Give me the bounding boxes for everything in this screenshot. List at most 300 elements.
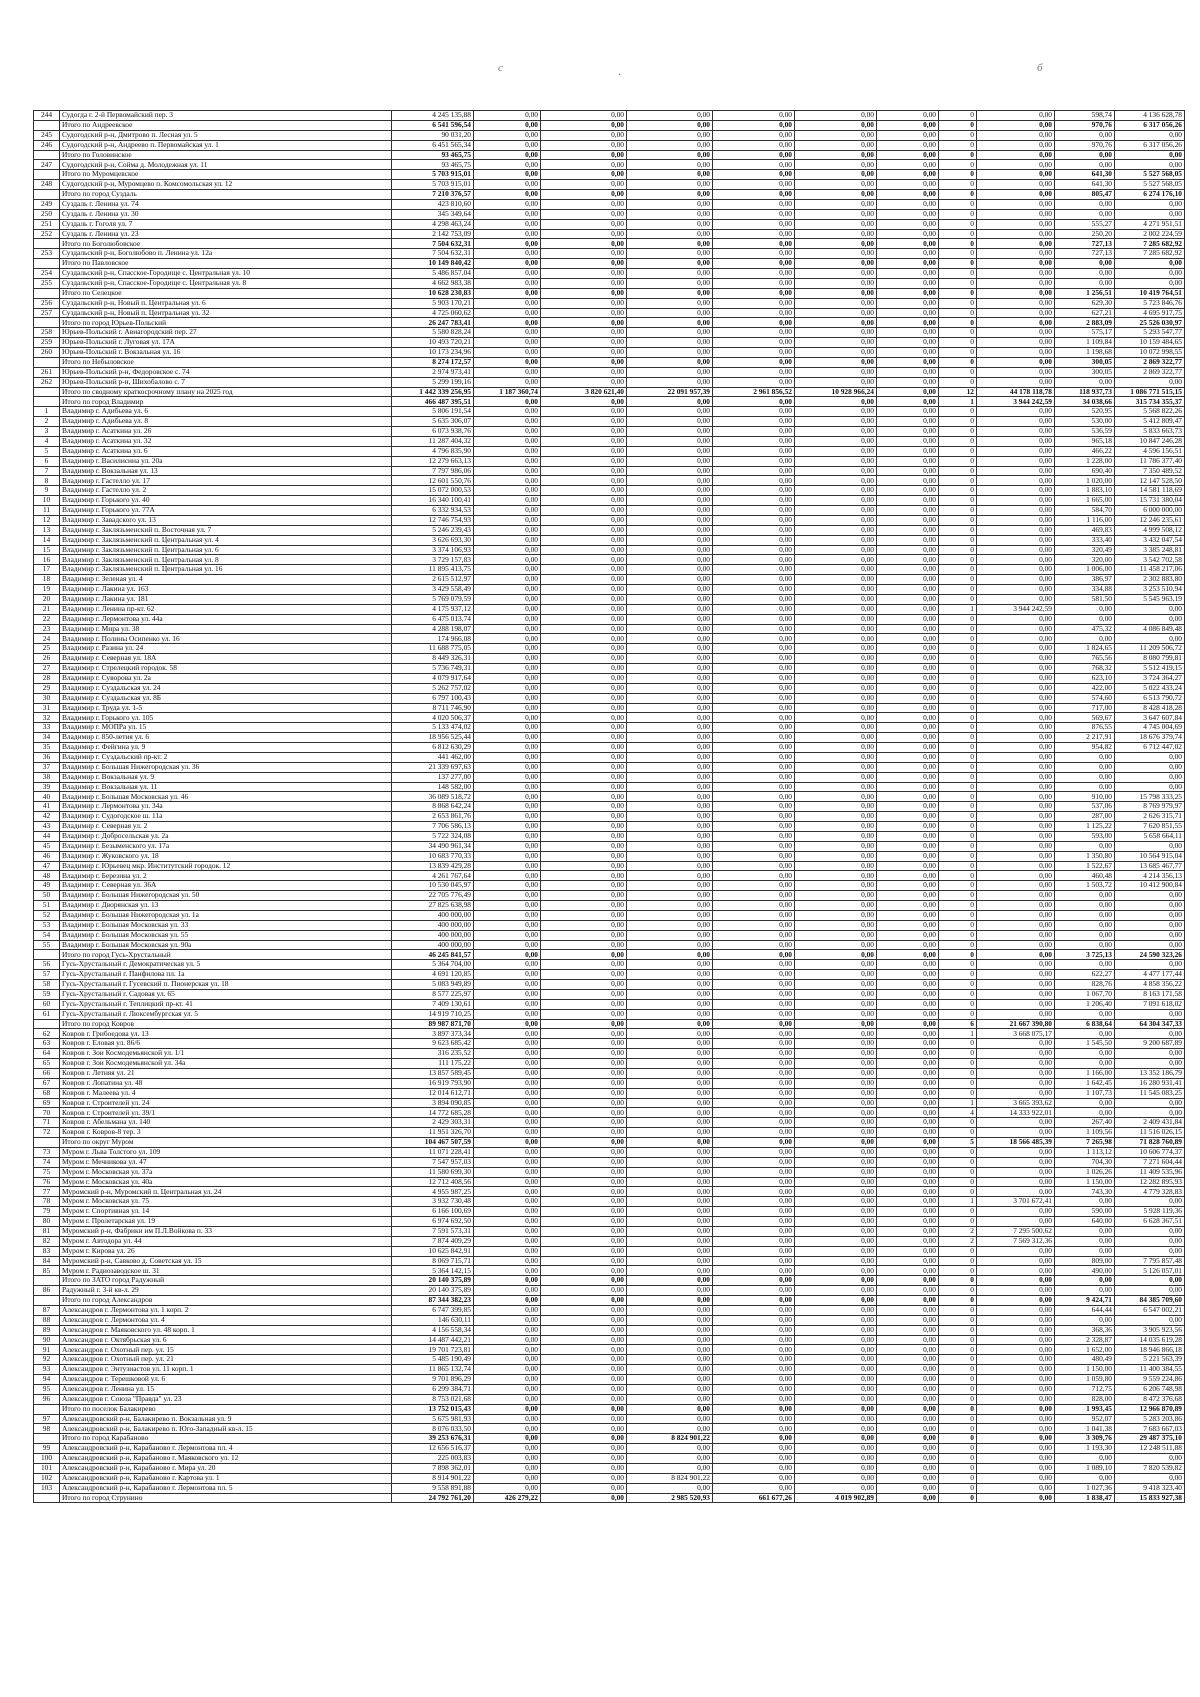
cell-col-5: 0,00: [541, 1434, 627, 1444]
cell-total-cost: 12 014 612,71: [392, 1088, 474, 1098]
cell-col-4: 0,00: [474, 1197, 541, 1207]
cell-col-9: 0,00: [877, 496, 939, 506]
cell-col-13: 4 271 951,51: [1115, 219, 1185, 229]
cell-row-number: [34, 387, 60, 397]
cell-col-8: 0,00: [795, 1108, 877, 1118]
cell-col-4: 0,00: [474, 417, 541, 427]
cell-col-11: 0,00: [977, 1414, 1055, 1424]
cell-col-4: 0,00: [474, 446, 541, 456]
cell-col-8: 0,00: [795, 476, 877, 486]
cell-col-count: 0: [939, 644, 977, 654]
cell-col-8: 0,00: [795, 239, 877, 249]
table-row: [34, 1463, 1185, 1473]
cell-col-13: 0,00: [1115, 1059, 1185, 1069]
cell-col-4: 0,00: [474, 150, 541, 160]
cell-col-7: 0,00: [713, 940, 795, 950]
cell-total-cost: 423 810,60: [392, 199, 474, 209]
cell-total-cost: 8 449 326,31: [392, 654, 474, 664]
cell-col-13: 0,00: [1115, 772, 1185, 782]
table-row: [34, 269, 1185, 279]
cell-col-6: 0,00: [627, 1463, 713, 1473]
cell-col-area: 1 089,10: [1055, 1463, 1115, 1473]
cell-col-4: 0,00: [474, 1226, 541, 1236]
cell-col-9: 0,00: [877, 387, 939, 397]
cell-col-9: 0,00: [877, 1365, 939, 1375]
cell-col-7: 0,00: [713, 407, 795, 417]
cell-col-4: 0,00: [474, 752, 541, 762]
cell-row-number: [34, 397, 60, 407]
cell-col-8: 0,00: [795, 565, 877, 575]
cell-col-6: 0,00: [627, 1375, 713, 1385]
cell-row-number: 57: [34, 970, 60, 980]
cell-col-count: 0: [939, 841, 977, 851]
cell-col-6: 0,00: [627, 318, 713, 328]
cell-col-4: 0,00: [474, 594, 541, 604]
cell-col-5: 0,00: [541, 664, 627, 674]
cell-address: Владимир г. Лермонтова ул. 34а: [60, 802, 392, 812]
cell-col-11: 7 569 312,36: [977, 1236, 1055, 1246]
cell-col-count: 0: [939, 1365, 977, 1375]
cell-row-number: 54: [34, 930, 60, 940]
cell-col-4: 0,00: [474, 1049, 541, 1059]
cell-col-8: 0,00: [795, 1266, 877, 1276]
cell-col-area: 952,07: [1055, 1414, 1115, 1424]
cell-col-6: 0,00: [627, 417, 713, 427]
cell-col-8: 0,00: [795, 170, 877, 180]
cell-col-5: 0,00: [541, 713, 627, 723]
cell-col-11: 0,00: [977, 841, 1055, 851]
cell-row-number: [34, 190, 60, 200]
cell-col-11: 0,00: [977, 1375, 1055, 1385]
cell-col-11: 0,00: [977, 644, 1055, 654]
cell-col-11: 0,00: [977, 269, 1055, 279]
cell-col-6: 0,00: [627, 703, 713, 713]
cell-col-8: 0,00: [795, 1088, 877, 1098]
cell-col-6: 0,00: [627, 1059, 713, 1069]
cell-col-5: 0,00: [541, 762, 627, 772]
table-row: [34, 1068, 1185, 1078]
table-row: [34, 1019, 1185, 1029]
cell-col-13: 0,00: [1115, 130, 1185, 140]
cell-col-area: 1 256,51: [1055, 288, 1115, 298]
cell-col-count: 0: [939, 792, 977, 802]
cell-address: Александровский р-н, Карабаново г. Мира ул. 20: [60, 1463, 392, 1473]
cell-col-4: 0,00: [474, 1305, 541, 1315]
cell-col-7: 0,00: [713, 802, 795, 812]
cell-total-cost: 11 287 404,32: [392, 436, 474, 446]
cell-col-4: 0,00: [474, 1138, 541, 1148]
cell-address: Гусь-Хрустальный г. Теплицкий пр-кт. 41: [60, 999, 392, 1009]
cell-address: Владимир г. Заклязьменский п. Центральная ул. 4: [60, 535, 392, 545]
cell-col-count: 0: [939, 1217, 977, 1227]
table-row: [34, 910, 1185, 920]
cell-col-11: 0,00: [977, 723, 1055, 733]
cell-col-11: 0,00: [977, 249, 1055, 259]
cell-col-7: 0,00: [713, 427, 795, 437]
cell-address: Муром г. Льва Толстого ул. 109: [60, 1147, 392, 1157]
cell-address: Итого по Андреевское: [60, 120, 392, 130]
cell-col-7: 0,00: [713, 1019, 795, 1029]
cell-col-13: 18 676 379,74: [1115, 733, 1185, 743]
cell-col-11: 0,00: [977, 1454, 1055, 1464]
cell-col-13: 0,00: [1115, 377, 1185, 387]
cell-col-5: 0,00: [541, 980, 627, 990]
table-row: [34, 1128, 1185, 1138]
cell-col-9: 0,00: [877, 713, 939, 723]
cell-col-7: 0,00: [713, 980, 795, 990]
cell-total-cost: 5 722 324,08: [392, 831, 474, 841]
cell-col-6: 0,00: [627, 298, 713, 308]
table-row: [34, 1098, 1185, 1108]
cell-address: Ковров г. Абельмана ул. 140: [60, 1118, 392, 1128]
cell-col-area: 1 838,47: [1055, 1493, 1115, 1503]
cell-col-5: 0,00: [541, 1355, 627, 1365]
cell-col-4: 0,00: [474, 525, 541, 535]
cell-col-13: 5 022 433,24: [1115, 683, 1185, 693]
cell-col-7: 0,00: [713, 259, 795, 269]
cell-col-13: 0,00: [1115, 940, 1185, 950]
cell-col-9: 0,00: [877, 614, 939, 624]
cell-col-7: 0,00: [713, 535, 795, 545]
cell-total-cost: 8 577 225,97: [392, 989, 474, 999]
cell-col-count: 0: [939, 219, 977, 229]
table-row: [34, 348, 1185, 358]
cell-col-4: 0,00: [474, 644, 541, 654]
table-row: [34, 752, 1185, 762]
table-row: [34, 367, 1185, 377]
table-row: [34, 190, 1185, 200]
cell-col-11: 0,00: [977, 180, 1055, 190]
cell-col-11: 0,00: [977, 318, 1055, 328]
cell-col-area: 0,00: [1055, 130, 1115, 140]
table-row: [34, 209, 1185, 219]
cell-address: Суздальский р-н, Новый п. Центральная ул. 6: [60, 298, 392, 308]
cell-col-11: 0,00: [977, 950, 1055, 960]
cell-total-cost: 9 701 896,29: [392, 1375, 474, 1385]
cell-col-7: 0,00: [713, 723, 795, 733]
cell-col-4: 0,00: [474, 456, 541, 466]
cell-col-area: 0,00: [1055, 1315, 1115, 1325]
cell-col-5: 0,00: [541, 111, 627, 121]
cell-col-area: 1 107,73: [1055, 1088, 1115, 1098]
cell-col-8: 0,00: [795, 733, 877, 743]
cell-col-11: 0,00: [977, 367, 1055, 377]
cell-row-number: 75: [34, 1167, 60, 1177]
table-row: [34, 762, 1185, 772]
cell-col-7: 0,00: [713, 466, 795, 476]
cell-col-count: 12: [939, 387, 977, 397]
cell-address: Владимир г. Большая Московская ул. 55: [60, 930, 392, 940]
cell-address: Владимир г. МОПРа ул. 15: [60, 723, 392, 733]
cell-col-count: 0: [939, 634, 977, 644]
cell-col-8: 0,00: [795, 269, 877, 279]
cell-col-9: 0,00: [877, 140, 939, 150]
cell-col-5: 0,00: [541, 703, 627, 713]
cell-total-cost: 24 792 761,20: [392, 1493, 474, 1503]
cell-total-cost: 19 701 723,81: [392, 1345, 474, 1355]
cell-col-area: 0,00: [1055, 634, 1115, 644]
cell-address: Владимир г. Большая Нижегородская ул. 36: [60, 762, 392, 772]
cell-col-13: 0,00: [1115, 1246, 1185, 1256]
cell-col-5: 0,00: [541, 180, 627, 190]
cell-total-cost: 9 558 891,88: [392, 1483, 474, 1493]
cell-col-8: 0,00: [795, 160, 877, 170]
cell-col-count: 1: [939, 397, 977, 407]
cell-col-5: 0,00: [541, 1325, 627, 1335]
table-row: [34, 111, 1185, 121]
cell-col-6: 0,00: [627, 861, 713, 871]
cell-col-4: 0,00: [474, 1315, 541, 1325]
cell-total-cost: 11 580 699,30: [392, 1167, 474, 1177]
cell-col-9: 0,00: [877, 861, 939, 871]
table-row: [34, 1187, 1185, 1197]
cell-col-area: 537,06: [1055, 802, 1115, 812]
cell-address: Юрьев-Польский г. Авиагородский пер. 27: [60, 328, 392, 338]
cell-col-8: 0,00: [795, 1147, 877, 1157]
cell-address: Итого по ЗАТО город Радужный: [60, 1276, 392, 1286]
cell-col-9: 0,00: [877, 1118, 939, 1128]
cell-col-7: 0,00: [713, 338, 795, 348]
cell-row-number: 3: [34, 427, 60, 437]
cell-col-7: 0,00: [713, 1404, 795, 1414]
cell-col-6: 0,00: [627, 1315, 713, 1325]
table-row: [34, 120, 1185, 130]
cell-col-11: 0,00: [977, 743, 1055, 753]
cell-address: Муром г. Спортивная ул. 14: [60, 1207, 392, 1217]
cell-col-5: 0,00: [541, 1098, 627, 1108]
cell-row-number: 261: [34, 367, 60, 377]
table-row: [34, 308, 1185, 318]
cell-row-number: 45: [34, 841, 60, 851]
cell-col-area: 320,49: [1055, 545, 1115, 555]
cell-row-number: 1: [34, 407, 60, 417]
cell-col-count: 0: [939, 120, 977, 130]
cell-col-count: 0: [939, 1404, 977, 1414]
cell-col-6: 0,00: [627, 1296, 713, 1306]
cell-col-4: 0,00: [474, 170, 541, 180]
cell-row-number: 50: [34, 891, 60, 901]
cell-col-11: 0,00: [977, 130, 1055, 140]
cell-total-cost: 11 071 228,41: [392, 1147, 474, 1157]
cell-col-8: 0,00: [795, 891, 877, 901]
cell-col-5: 0,00: [541, 515, 627, 525]
cell-col-4: 0,00: [474, 209, 541, 219]
cell-col-7: 0,00: [713, 555, 795, 565]
cell-address: Муром г. Радиозаводское ш. 31: [60, 1266, 392, 1276]
cell-col-6: 0,00: [627, 1118, 713, 1128]
cell-col-7: 0,00: [713, 1355, 795, 1365]
cell-col-9: 0,00: [877, 1049, 939, 1059]
cell-col-6: 0,00: [627, 1454, 713, 1464]
table-row: [34, 664, 1185, 674]
cell-total-cost: 6 747 399,85: [392, 1305, 474, 1315]
cell-col-9: 0,00: [877, 1276, 939, 1286]
cell-col-9: 0,00: [877, 1157, 939, 1167]
cell-address: Владимир г. Разина ул. 24: [60, 644, 392, 654]
cell-col-4: 0,00: [474, 1177, 541, 1187]
cell-col-13: 0,00: [1115, 1226, 1185, 1236]
cell-col-5: 0,00: [541, 1068, 627, 1078]
cell-total-cost: 18 956 525,44: [392, 733, 474, 743]
cell-col-8: 0,00: [795, 831, 877, 841]
cell-col-4: 0,00: [474, 881, 541, 891]
cell-col-9: 0,00: [877, 436, 939, 446]
cell-col-4: 0,00: [474, 506, 541, 516]
cell-col-13: 0,00: [1115, 762, 1185, 772]
cell-col-4: 0,00: [474, 338, 541, 348]
cell-col-11: 0,00: [977, 1286, 1055, 1296]
table-row: [34, 1217, 1185, 1227]
cell-col-4: 0,00: [474, 960, 541, 970]
cell-col-count: 0: [939, 1355, 977, 1365]
cell-col-7: 0,00: [713, 1315, 795, 1325]
cell-row-number: 102: [34, 1473, 60, 1483]
cell-col-4: 0,00: [474, 259, 541, 269]
cell-col-4: 0,00: [474, 1424, 541, 1434]
cell-col-6: 0,00: [627, 1187, 713, 1197]
cell-col-5: 0,00: [541, 436, 627, 446]
cell-col-5: 0,00: [541, 1276, 627, 1286]
cell-address: Владимир г. Добросельская ул. 2а: [60, 831, 392, 841]
cell-col-count: 1: [939, 1197, 977, 1207]
cell-address: Судогодский р-н, Дмитрово п. Лесная ул. 5: [60, 130, 392, 140]
cell-address: Владимир г. Ленина пр-кт. 62: [60, 604, 392, 614]
cell-col-count: 0: [939, 199, 977, 209]
cell-total-cost: 7 547 957,03: [392, 1157, 474, 1167]
cell-col-11: 0,00: [977, 1068, 1055, 1078]
cell-col-5: 0,00: [541, 1424, 627, 1434]
table-row: [34, 1345, 1185, 1355]
cell-col-11: 0,00: [977, 733, 1055, 743]
cell-address: Владимир г. Северная ул. 18А: [60, 654, 392, 664]
cell-col-area: 584,70: [1055, 506, 1115, 516]
cell-col-count: 0: [939, 506, 977, 516]
cell-address: Владимир г. Фейгина ул. 9: [60, 743, 392, 753]
cell-col-11: 0,00: [977, 1177, 1055, 1187]
cell-col-11: 0,00: [977, 1473, 1055, 1483]
cell-col-7: 0,00: [713, 841, 795, 851]
cell-col-4: 0,00: [474, 861, 541, 871]
cell-col-7: 0,00: [713, 664, 795, 674]
cell-total-cost: 137 277,00: [392, 772, 474, 782]
cell-col-9: 0,00: [877, 180, 939, 190]
cell-total-cost: 225 003,83: [392, 1454, 474, 1464]
cell-col-13: 0,00: [1115, 960, 1185, 970]
cell-total-cost: 10 530 045,97: [392, 881, 474, 891]
cell-address: Владимир г. Заклязьменский п. Центральная ул. 8: [60, 555, 392, 565]
cell-col-8: 10 928 966,24: [795, 387, 877, 397]
cell-address: Гусь-Хрустальный г. Садовая ул. 65: [60, 989, 392, 999]
cell-col-7: 0,00: [713, 654, 795, 664]
cell-col-8: 0,00: [795, 980, 877, 990]
cell-col-4: 0,00: [474, 436, 541, 446]
cell-col-5: 0,00: [541, 723, 627, 733]
cell-col-13: 0,00: [1115, 841, 1185, 851]
table-row: [34, 338, 1185, 348]
cell-address: Владимир г. Северная ул. 2: [60, 822, 392, 832]
cell-col-count: 0: [939, 1256, 977, 1266]
cell-col-4: 0,00: [474, 604, 541, 614]
cell-col-7: 0,00: [713, 1305, 795, 1315]
table-row: [34, 1473, 1185, 1483]
cell-col-count: 0: [939, 614, 977, 624]
cell-col-5: 0,00: [541, 288, 627, 298]
cell-col-7: 0,00: [713, 1424, 795, 1434]
cell-col-11: 0,00: [977, 1147, 1055, 1157]
cell-col-8: 0,00: [795, 259, 877, 269]
cell-col-8: 0,00: [795, 654, 877, 664]
cell-col-5: 0,00: [541, 930, 627, 940]
cell-col-5: 0,00: [541, 861, 627, 871]
table-row: [34, 733, 1185, 743]
cell-col-5: 0,00: [541, 1039, 627, 1049]
cell-col-13: 0,00: [1115, 1276, 1185, 1286]
cell-col-count: 0: [939, 654, 977, 664]
cell-col-4: 0,00: [474, 950, 541, 960]
cell-col-6: 8 824 901,22: [627, 1434, 713, 1444]
table-row: [34, 624, 1185, 634]
cell-col-11: 0,00: [977, 456, 1055, 466]
cell-row-number: 36: [34, 752, 60, 762]
cell-col-6: 0,00: [627, 782, 713, 792]
cell-col-area: 6 838,64: [1055, 1019, 1115, 1029]
cell-total-cost: 4 955 987,25: [392, 1187, 474, 1197]
table-row: [34, 881, 1185, 891]
cell-col-area: 1 109,84: [1055, 338, 1115, 348]
cell-total-cost: 5 133 474,02: [392, 723, 474, 733]
cell-col-5: 0,00: [541, 506, 627, 516]
cell-row-number: 81: [34, 1226, 60, 1236]
cell-col-9: 0,00: [877, 881, 939, 891]
cell-col-count: 0: [939, 575, 977, 585]
cell-col-count: 0: [939, 1167, 977, 1177]
cell-col-count: 0: [939, 446, 977, 456]
cell-address: Итого по поселок Балакирево: [60, 1404, 392, 1414]
cell-col-area: 0,00: [1055, 1236, 1115, 1246]
cell-col-11: 0,00: [977, 1118, 1055, 1128]
cell-col-6: 0,00: [627, 515, 713, 525]
cell-col-11: 0,00: [977, 1217, 1055, 1227]
cell-col-count: 0: [939, 733, 977, 743]
cell-address: Владимир г. Горького ул. 77А: [60, 506, 392, 516]
cell-col-7: 0,00: [713, 1335, 795, 1345]
cell-col-area: 0,00: [1055, 209, 1115, 219]
cell-col-5: 0,00: [541, 733, 627, 743]
cell-col-count: 0: [939, 762, 977, 772]
table-row: [34, 871, 1185, 881]
cell-row-number: 24: [34, 634, 60, 644]
cell-col-11: 0,00: [977, 970, 1055, 980]
cell-col-area: 0,00: [1055, 782, 1115, 792]
cell-row-number: 82: [34, 1236, 60, 1246]
cell-col-9: 0,00: [877, 229, 939, 239]
table-row: [34, 1108, 1185, 1118]
cell-col-area: 1 198,68: [1055, 348, 1115, 358]
cell-col-area: 118 937,73: [1055, 387, 1115, 397]
cell-col-13: 12 246 235,61: [1115, 515, 1185, 525]
cell-row-number: 100: [34, 1454, 60, 1464]
cell-col-13: 13 685 467,77: [1115, 861, 1185, 871]
cell-col-5: 0,00: [541, 891, 627, 901]
cell-col-9: 0,00: [877, 1355, 939, 1365]
cell-col-9: 0,00: [877, 1384, 939, 1394]
cell-col-count: 1: [939, 604, 977, 614]
cell-col-count: 0: [939, 1177, 977, 1187]
cell-col-count: 0: [939, 269, 977, 279]
cell-col-9: 0,00: [877, 120, 939, 130]
cell-col-8: 0,00: [795, 881, 877, 891]
cell-col-4: 0,00: [474, 1286, 541, 1296]
